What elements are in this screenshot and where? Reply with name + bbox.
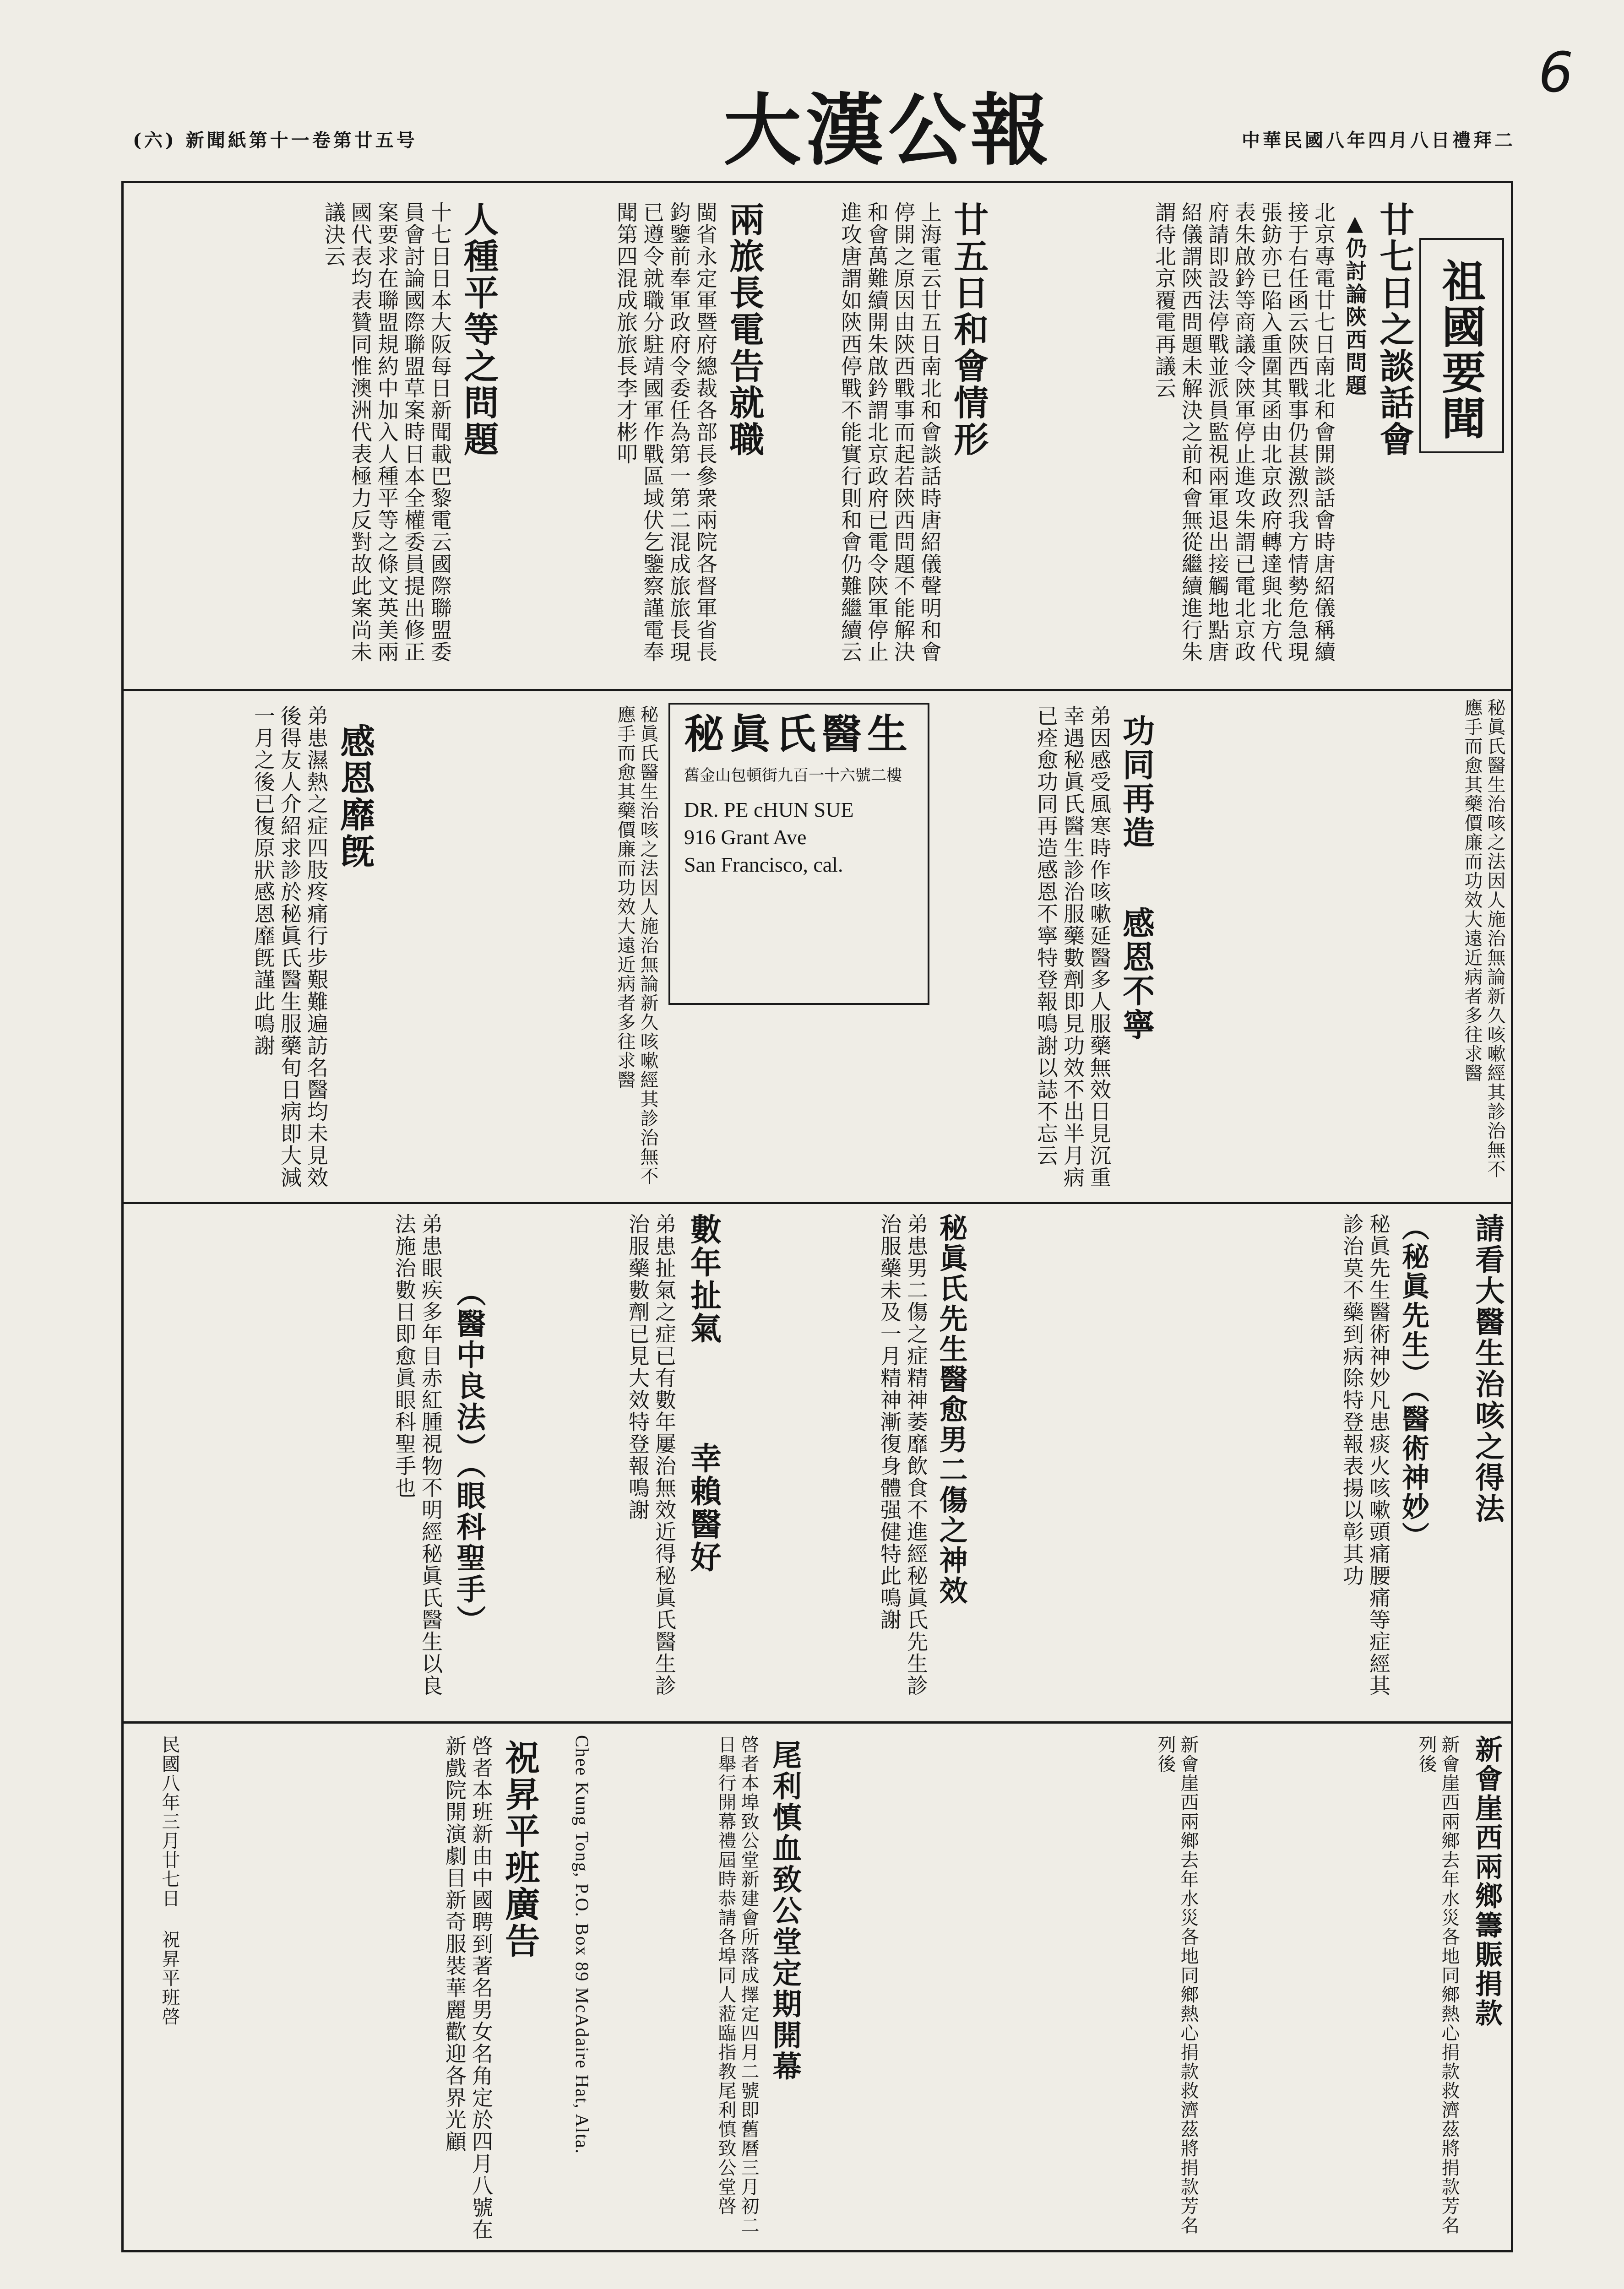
zhushengping-body: 啓者本班新由中國聘到著名男女名角定於四月八號在新戲院開演劇目新奇服裝華麗歡迎各界光顧 [442,1735,494,2240]
news1-headline: 廿七日之談話會 [1374,201,1415,458]
ad-chen-doctor-name: DR. PE cHUN SUE [684,798,854,821]
news6-headline: 感恩靡旣 [334,723,375,870]
ad-shuzhi-headline: 數年扯氣 [685,1213,722,1345]
news4-body: 十七日日本大阪每日新聞載巴黎電云國際聯盟委員會討論國際聯盟草案時日本全權委員提出修正案要求在聯盟規約中加入人種平等之條文英美兩國代表均表贊同惟澳洲代表極力反對故此案尚未議決云 [321,201,452,663]
issue-info: (六) 新聞紙第十一卷第廿五号 [133,130,418,151]
news1-subhead: ▲仍討論陝西問題 [1342,211,1368,397]
news6-body: 弟患濕熱之症四肢疼痛行步艱難遍訪名醫均未見效後得友人介紹求診於秘眞氏醫生服藥旬日病即大減一月之後已復原狀感恩靡旣謹此鳴謝 [251,705,329,1188]
row-divider-3 [121,1721,1513,1724]
news5-body: 弟因感受風寒時作咳嗽延醫多人服藥無效日見沉重幸遇秘眞氏醫生診治服藥數劑即見功效不出半月病已痊愈功同再造感恩不寧特登報鳴謝以誌不忘云 [1034,705,1112,1188]
row-divider-2 [121,1202,1513,1204]
ad-chen-city: San Francisco, cal. [684,853,843,876]
ad-yanke-headline: （醫中良法）（眼科聖手） [451,1277,486,1636]
ad-chen-address-cn: 舊金山包頓街九百一十六號二樓 [684,766,902,785]
news4-headline: 人種平等之問題 [458,201,499,458]
donation-headline: 新會崖西兩鄉籌賑捐款 [1471,1735,1503,2028]
ad-shuzhi-body: 弟患扯氣之症已有數年屢治無效近得秘眞氏醫生診治服藥數劑已見大效特登報鳴謝 [625,1213,677,1697]
ad-yanke-body: 弟患眼疾多年目赤紅腫視物不明經秘眞氏醫生以良法施治數日即愈眞眼科聖手也 [392,1213,443,1697]
zhigong-english-address: Chee Kung Tong, P.O. Box 89 McAdaire Hat, Alta. [572,1735,592,2154]
ad-chen-testimonial: 秘眞氏醫生治咳之法因人施治無論新久咳嗽經其診治無不應手而愈其藥價廉而功效大遠近病者多往求醫 [614,705,658,1186]
zhushengping-headline: 祝昇平班廣告 [499,1740,540,1959]
section-title: 祖國要聞 [1434,258,1487,441]
zhigong-body: 啓者本埠致公堂新建會所落成擇定四月二號即舊曆三月初二日舉行開幕禮屆時恭請各埠同人蒞臨指教尾利慎致公堂啓 [715,1735,759,2235]
ad-shuzhi-subhead: 幸賴醫好 [685,1442,722,1574]
ad-qingzhi-body: 秘眞氏醫生治咳之法因人施治無論新久咳嗽經其診治無不應手而愈其藥價廉而功效大遠近病者多往求醫 [1461,698,1505,1179]
ad-chen-street: 916 Grant Ave [684,825,807,849]
news1-body: 北京專電廿七日南北和會開談話會時唐紹儀稱續接于右任函云陝西戰事仍甚激烈我方情勢危急現張鈁亦已陷入重圍其函由北京政府轉達與北方代表朱啟鈐等商議令陝軍停止進攻朱謂已電北京政府請即設法停戰並派員監視兩軍退出接觸地點唐紹儀謂陝西問題未解決之前和會無從繼續進行朱謂待北京覆電再議云 [1152,201,1336,663]
news3-headline: 兩旅長電告就職 [723,201,765,458]
newspaper-title: 大漢公報 [723,85,1054,176]
page-number-handwritten: 6 [1538,41,1574,105]
ad-chen-box [668,703,929,1005]
section-title-box [1419,238,1504,453]
zhigong-headline: 尾利慎血致公堂定期開幕 [767,1740,802,2082]
news2-body: 上海電云廿五日南北和會談話時唐紹儀聲明和會停開之原因由陝西戰事而起若陝西問題不能解決和會萬難續開朱啟鈐謂北京政府已電令陝軍停止進攻唐謂如陝西停戰不能實行則和會仍難繼續云 [838,201,942,663]
row-divider-1 [121,689,1513,691]
news2-headline: 廿五日和會情形 [948,201,989,458]
masthead [114,82,1525,174]
ad-erchuang-body: 弟患男二傷之症精神萎靡飲食不進經秘眞氏先生診治服藥未及一月精神漸復身體强健特此鳴謝 [877,1213,929,1697]
ad-erchuang-headline: 秘眞氏先生醫愈男二傷之神效 [934,1213,968,1606]
date-info: 中華民國八年四月八日禮拜二 [1242,130,1515,151]
zhushengping-sign: 民國八年三月廿七日 祝昇平班啓 [159,1735,180,2026]
news3-body: 閩省永定軍暨府總裁各部長參衆兩院各督軍省長鈞鑒前奉軍政府令委任為第一第二混成旅旅長現已遵令就職分駐靖國軍作戰區域伏乞鑒察謹電奉聞第四混成旅旅長李才彬叩 [614,201,718,663]
donation-list: 新會崖西兩鄉去年水災各地同鄉熱心捐款救濟茲將捐款芳名列後 [1155,1735,1199,2235]
ad-mishen-headline: （秘眞先生）（醫術神妙） [1397,1213,1429,1551]
donation-body: 新會崖西兩鄉去年水災各地同鄉熱心捐款救濟茲將捐款芳名列後 [1416,1735,1460,2235]
ad-chen-title: 秘眞氏醫生 [684,710,913,758]
news5-subhead: 感恩不寧 [1117,906,1156,1042]
ad-mishen-body: 秘眞先生醫術神妙凡患痰火咳嗽頭痛腰痛等症經其診治莫不藥到病除特登報表揚以彰其功 [1340,1213,1391,1697]
news5-headline: 功同再造 [1117,714,1156,850]
ad-qingzhi-headline: 請看大醫生治咳之得法 [1470,1213,1505,1524]
